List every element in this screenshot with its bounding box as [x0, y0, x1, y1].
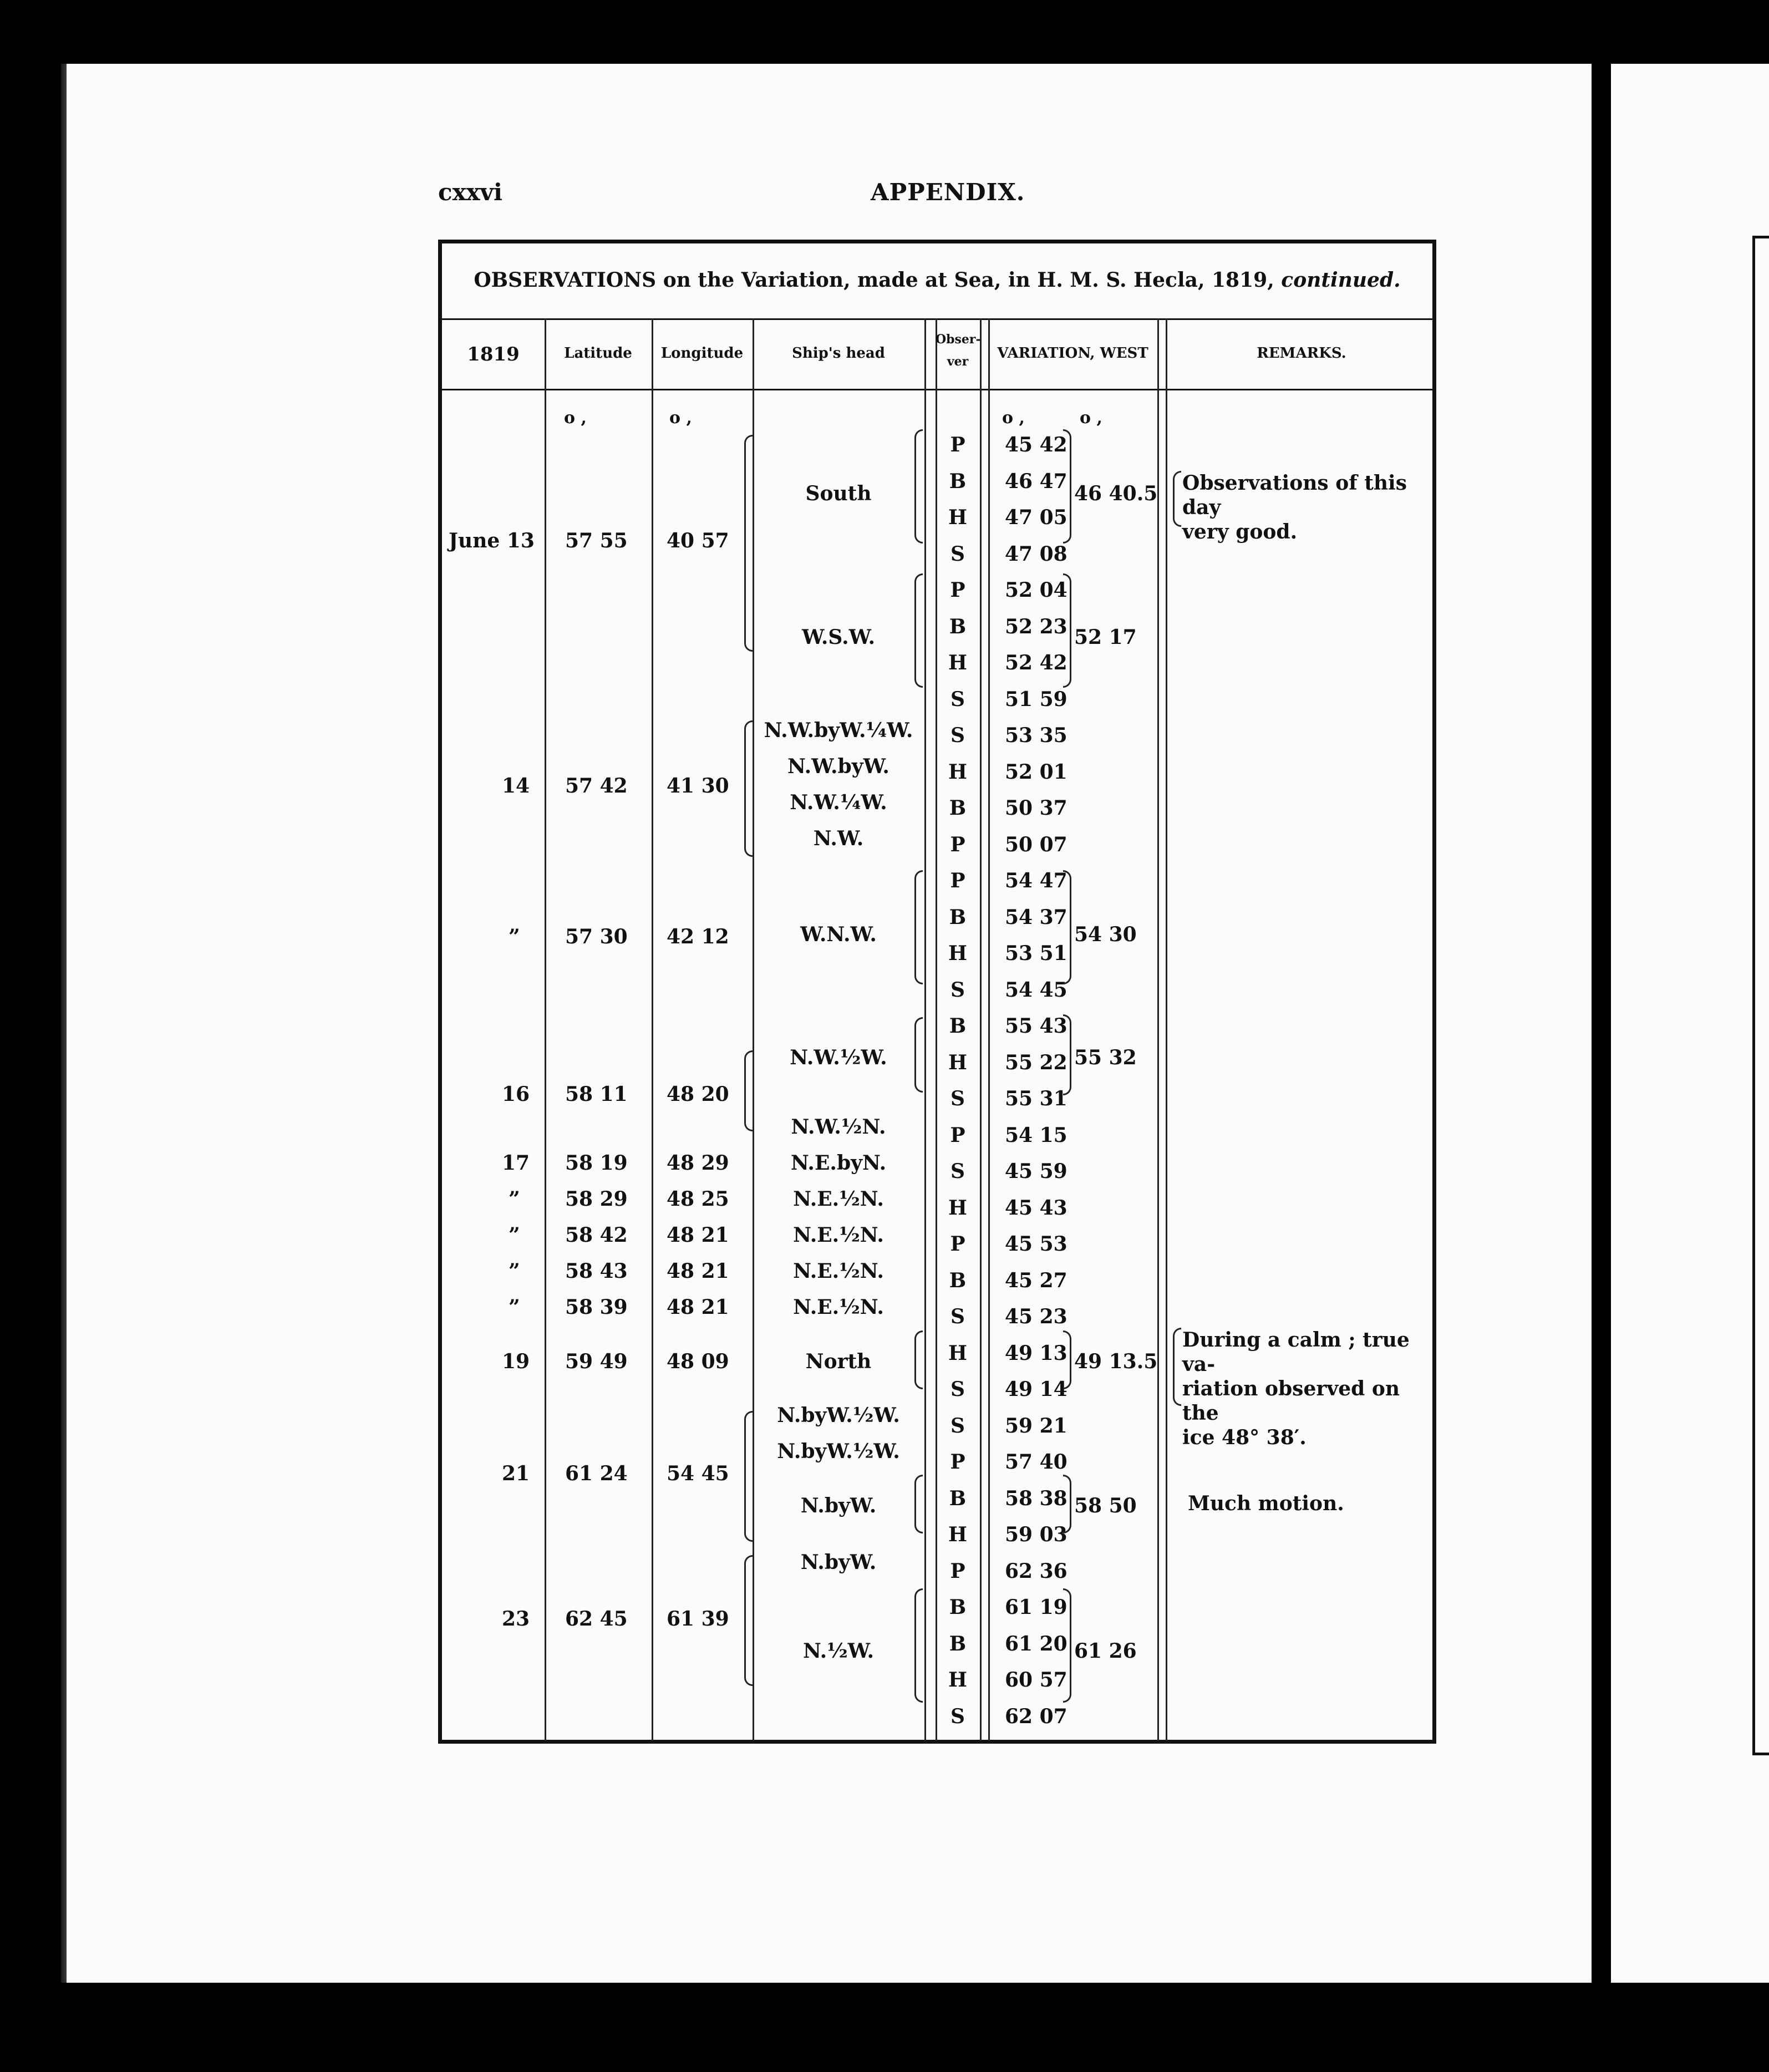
col-sep: [545, 318, 546, 1741]
observer: B: [949, 1632, 967, 1655]
latitude: 57 55: [565, 529, 628, 552]
facing-page-table-edge: [1752, 236, 1769, 1755]
observer: S: [950, 1160, 965, 1183]
variation-value: 47 08: [1005, 542, 1068, 566]
mean-degree-marks: o ,: [1080, 408, 1102, 428]
heading-brace: [914, 1330, 923, 1389]
observer: P: [950, 1232, 965, 1256]
mean-variation: 61 26: [1074, 1639, 1137, 1663]
variation-value: 45 42: [1005, 433, 1068, 456]
mean-brace: [1063, 870, 1071, 984]
remark-much-motion: Much motion.: [1188, 1492, 1344, 1515]
col-sep: [980, 318, 982, 1741]
ships-head: N.E.½N.: [793, 1187, 884, 1211]
variation-value: 45 27: [1005, 1268, 1068, 1292]
ships-head: N.byW.½W.: [777, 1404, 900, 1427]
observer: B: [949, 1014, 967, 1038]
latitude: 58 29: [565, 1187, 628, 1211]
day-brace: [744, 435, 753, 652]
col-ships-head: Ship's head: [792, 345, 885, 362]
observer: H: [948, 1341, 967, 1365]
longitude: 48 29: [667, 1151, 729, 1175]
longitude: 48 21: [667, 1223, 729, 1247]
longitude: 41 30: [667, 774, 729, 798]
observer: B: [949, 469, 967, 493]
col-sep: [924, 318, 926, 1741]
ships-head: N.byW.: [800, 1494, 877, 1517]
date: June 13: [449, 529, 535, 552]
mean-brace: [1063, 573, 1071, 688]
longitude: 48 09: [667, 1350, 729, 1373]
ships-head: N.½W.: [802, 1639, 875, 1663]
lat-degree-marks: o ,: [564, 408, 587, 428]
mean-variation: 55 32: [1074, 1046, 1137, 1069]
date: 23: [502, 1607, 530, 1631]
ships-head: N.W.½W.: [790, 1046, 887, 1069]
variation-value: 54 47: [1005, 869, 1068, 892]
col-longitude: Longitude: [660, 345, 744, 362]
latitude: 58 39: [565, 1296, 628, 1319]
observer: P: [950, 578, 965, 602]
ships-head: N.W.¼W.: [790, 791, 887, 814]
lon-degree-marks: o ,: [669, 408, 692, 428]
variation-value: 54 15: [1005, 1123, 1068, 1147]
ships-head: N.W.byW.¼W.: [764, 719, 913, 742]
latitude: 58 19: [565, 1151, 628, 1175]
observer: H: [948, 1196, 967, 1220]
table-title-continued: continued.: [1281, 268, 1401, 292]
col-remarks: REMARKS.: [1257, 345, 1346, 362]
variation-value: 50 37: [1005, 796, 1068, 820]
ships-head: N.byW.: [800, 1551, 877, 1574]
observer: P: [950, 1559, 965, 1583]
variation-value: 57 40: [1005, 1450, 1068, 1474]
remark-brace: [1173, 1328, 1181, 1406]
date: ”: [509, 1187, 520, 1211]
variation-value: 55 31: [1005, 1087, 1068, 1110]
remark-line: During a calm ; true va-: [1182, 1328, 1410, 1376]
observer: S: [950, 1087, 965, 1110]
observer: S: [950, 1305, 965, 1328]
col-observer-2: ver: [947, 354, 969, 369]
page-number: cxxvi: [438, 179, 503, 206]
mean-variation: 54 30: [1074, 923, 1137, 946]
observer: S: [950, 1704, 965, 1728]
heading-brace: [914, 573, 923, 688]
observer: P: [950, 1123, 965, 1147]
latitude: 57 30: [565, 925, 628, 948]
var-degree-marks: o ,: [1002, 408, 1025, 428]
mean-variation: 49 13.5: [1074, 1350, 1158, 1373]
variation-value: 53 35: [1005, 724, 1068, 747]
variation-value: 52 01: [1005, 760, 1068, 784]
variation-value: 52 04: [1005, 578, 1068, 602]
observer: B: [949, 905, 967, 929]
variation-value: 50 07: [1005, 832, 1068, 856]
variation-value: 45 59: [1005, 1160, 1068, 1183]
heading-brace: [914, 1588, 923, 1703]
mean-brace: [1063, 1475, 1071, 1533]
observer: H: [948, 1523, 967, 1546]
remark-observations: [1182, 471, 1432, 544]
latitude: 57 42: [565, 774, 628, 798]
col-variation: VARIATION, WEST: [997, 345, 1148, 362]
observer: S: [950, 687, 965, 711]
variation-value: 52 42: [1005, 651, 1068, 674]
ships-head: N.W.byW.: [787, 755, 889, 778]
date: 14: [502, 774, 530, 798]
mean-brace: [1063, 1330, 1071, 1389]
table-title: [442, 268, 1432, 292]
col-sep: [652, 318, 653, 1741]
running-title: APPENDIX.: [871, 179, 1025, 206]
ships-head: W.S.W.: [802, 626, 875, 649]
mean-variation: 52 17: [1074, 626, 1137, 649]
col-observer-1: Obser-: [936, 332, 981, 347]
observer: S: [950, 542, 965, 566]
mean-variation: 46 40.5: [1074, 482, 1158, 505]
ships-head: N.W.½N.: [791, 1115, 886, 1139]
ships-head: N.W.: [813, 827, 864, 850]
remark-line: very good.: [1182, 520, 1298, 544]
variation-value: 55 43: [1005, 1014, 1068, 1038]
longitude: 48 25: [667, 1187, 729, 1211]
variation-value: 45 23: [1005, 1305, 1068, 1328]
observer: H: [948, 506, 967, 529]
observer: P: [950, 433, 965, 456]
observer: P: [950, 1450, 965, 1474]
remark-line: ice 48° 38′.: [1182, 1426, 1307, 1449]
longitude: 42 12: [667, 925, 729, 948]
latitude: 58 11: [565, 1083, 628, 1106]
latitude: 61 24: [565, 1462, 628, 1485]
date: 16: [502, 1083, 530, 1106]
day-brace: [744, 1555, 753, 1686]
ships-head: N.E.½N.: [793, 1296, 884, 1319]
date: 19: [502, 1350, 530, 1373]
variation-value: 58 38: [1005, 1486, 1068, 1510]
remark-brace: [1173, 471, 1181, 527]
longitude: 48 21: [667, 1260, 729, 1283]
longitude: 40 57: [667, 529, 729, 552]
observer: S: [950, 1414, 965, 1438]
ships-head: North: [805, 1350, 872, 1373]
observer: B: [949, 1486, 967, 1510]
ships-head: N.E.½N.: [793, 1260, 884, 1283]
observer: H: [948, 942, 967, 965]
observer: S: [950, 1378, 965, 1401]
latitude: 58 42: [565, 1223, 628, 1247]
observer: B: [949, 615, 967, 638]
variation-value: 51 59: [1005, 687, 1068, 711]
day-brace: [744, 1050, 753, 1131]
date: 21: [502, 1462, 530, 1485]
date: ”: [509, 1260, 520, 1283]
observer: B: [949, 1596, 967, 1619]
facing-page-edge: [1611, 64, 1769, 1983]
title-rule: [442, 318, 1432, 320]
mean-variation: 58 50: [1074, 1494, 1137, 1517]
mean-brace: [1063, 1588, 1071, 1703]
observation-table: [438, 240, 1436, 1744]
col-latitude: Latitude: [564, 345, 632, 362]
ships-head: W.N.W.: [800, 923, 877, 946]
ships-head: N.E.½N.: [793, 1223, 884, 1247]
mean-brace: [1063, 429, 1071, 544]
variation-value: 49 13: [1005, 1341, 1068, 1365]
longitude: 48 20: [667, 1083, 729, 1106]
date: ”: [509, 1296, 520, 1319]
observer: H: [948, 1668, 967, 1692]
variation-value: 49 14: [1005, 1378, 1068, 1401]
observer: B: [949, 796, 967, 820]
variation-value: 62 07: [1005, 1704, 1068, 1728]
date: 17: [502, 1151, 530, 1175]
remark-calm: [1182, 1328, 1432, 1450]
col-year: 1819: [467, 343, 520, 365]
variation-value: 54 37: [1005, 905, 1068, 929]
variation-value: 60 57: [1005, 1668, 1068, 1692]
variation-value: 59 03: [1005, 1523, 1068, 1546]
latitude: 62 45: [565, 1607, 628, 1631]
col-sep: [753, 318, 754, 1741]
variation-value: 54 45: [1005, 978, 1068, 1002]
remark-line: Observations of this day: [1182, 471, 1407, 519]
heading-brace: [914, 870, 923, 984]
table-title-text: OBSERVATIONS on the Variation, made at Sea, in H. M. S. Hecla, 1819,: [474, 268, 1274, 292]
variation-value: 47 05: [1005, 506, 1068, 529]
variation-value: 62 36: [1005, 1559, 1068, 1583]
observer: P: [950, 869, 965, 892]
ships-head: South: [805, 482, 872, 505]
remark-line: riation observed on the: [1182, 1377, 1400, 1425]
mean-brace: [1063, 1014, 1071, 1095]
observer: S: [950, 724, 965, 747]
ships-head: N.E.byN.: [790, 1151, 887, 1175]
variation-value: 53 51: [1005, 942, 1068, 965]
observer: H: [948, 760, 967, 784]
heading-brace: [914, 1475, 923, 1533]
longitude: 61 39: [667, 1607, 729, 1631]
longitude: 54 45: [667, 1462, 729, 1485]
latitude: 59 49: [565, 1350, 628, 1373]
variation-value: 59 21: [1005, 1414, 1068, 1438]
col-sep: [988, 318, 990, 1741]
variation-value: 61 20: [1005, 1632, 1068, 1655]
longitude: 48 21: [667, 1296, 729, 1319]
observer: B: [949, 1268, 967, 1292]
date: ”: [509, 925, 520, 948]
latitude: 58 43: [565, 1260, 628, 1283]
header-rule: [442, 389, 1432, 390]
ships-head: N.byW.½W.: [777, 1440, 900, 1463]
heading-brace: [914, 1017, 923, 1093]
day-brace: [744, 1411, 753, 1542]
heading-brace: [914, 429, 923, 544]
date: ”: [509, 1223, 520, 1247]
observer: H: [948, 1050, 967, 1074]
observer: P: [950, 832, 965, 856]
variation-value: 45 53: [1005, 1232, 1068, 1256]
variation-value: 52 23: [1005, 615, 1068, 638]
observer: H: [948, 651, 967, 674]
variation-value: 55 22: [1005, 1050, 1068, 1074]
col-sep: [1157, 318, 1159, 1741]
col-sep: [1166, 318, 1167, 1741]
variation-value: 61 19: [1005, 1596, 1068, 1619]
variation-value: 45 43: [1005, 1196, 1068, 1220]
day-brace: [744, 720, 753, 857]
observer: S: [950, 978, 965, 1002]
variation-value: 46 47: [1005, 469, 1068, 493]
